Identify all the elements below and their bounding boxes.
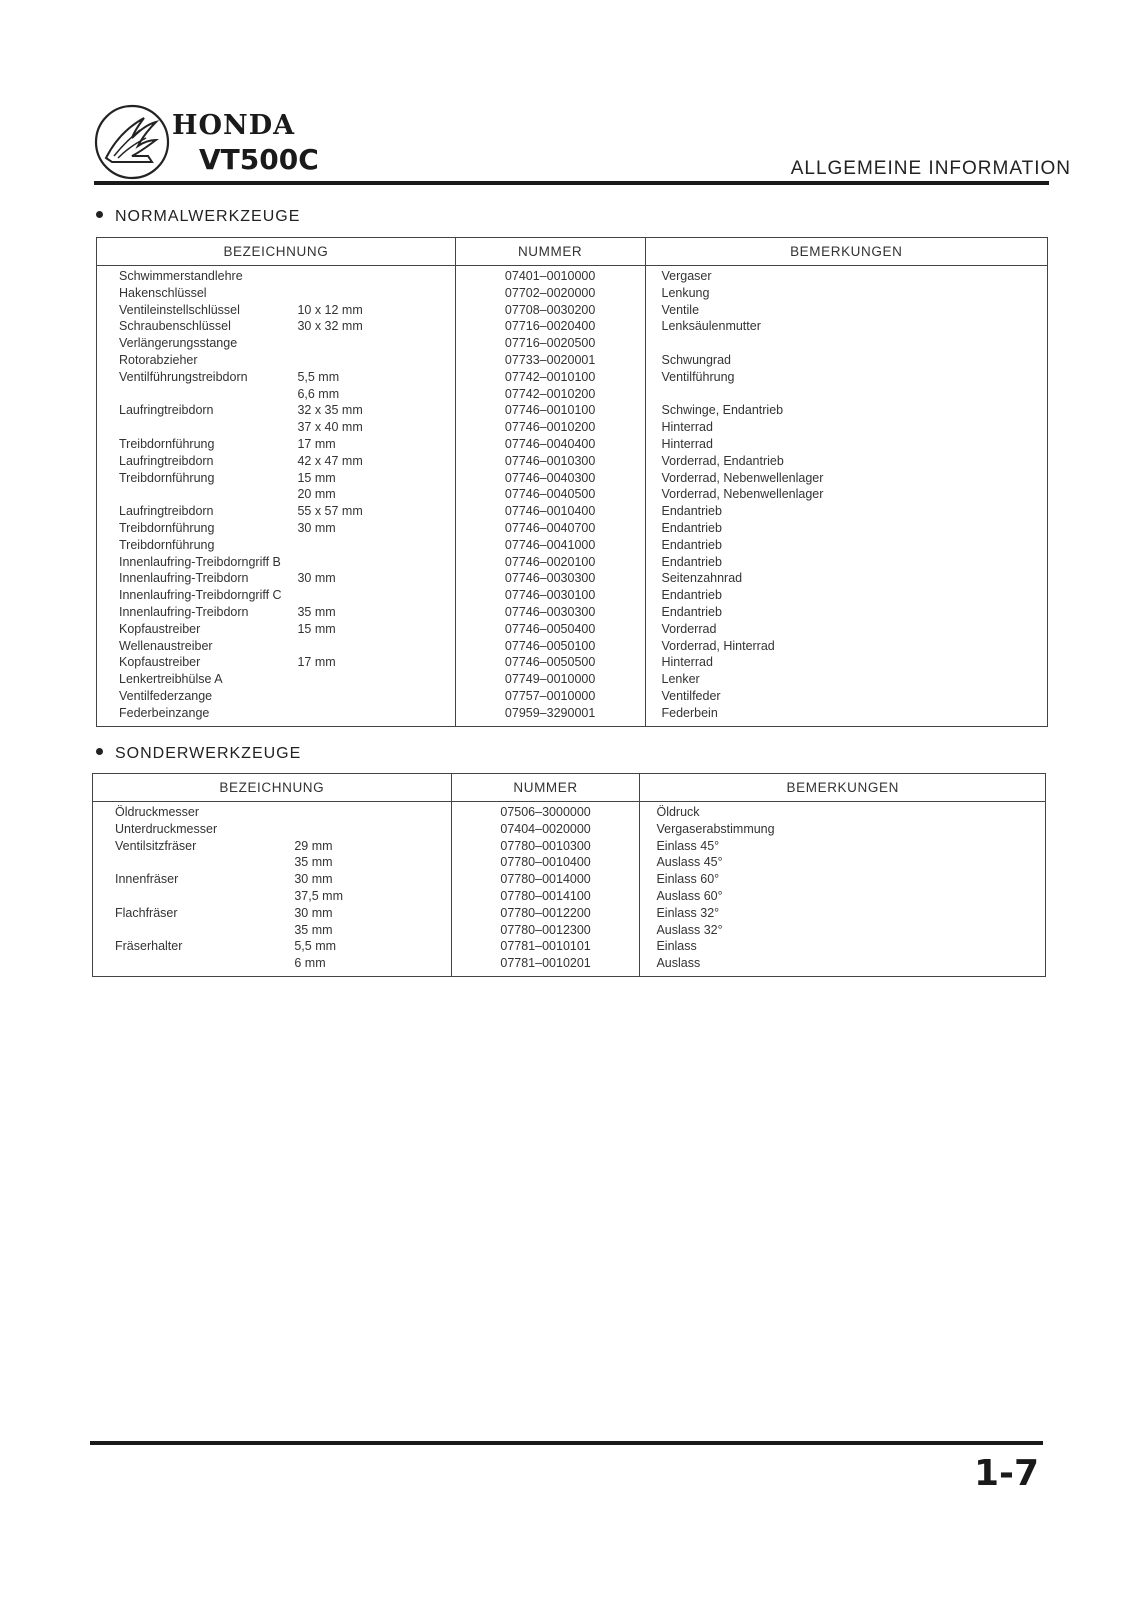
table-row [97, 621, 1048, 638]
tool-name-cell: Treibdornführung [119, 537, 215, 552]
tool-size-cell [297, 537, 455, 554]
remark-cell: Vorderrad, Nebenwellenlager [661, 470, 824, 485]
remark-cell: Vergaserabstimmung [656, 821, 775, 836]
remark-cell: Endantrieb [661, 537, 722, 552]
remark-cell: Lenksäulenmutter [661, 319, 761, 334]
tool-name-cell [93, 854, 295, 871]
normal-tools-heading [96, 208, 300, 226]
special-tools-heading [96, 745, 301, 763]
remark-cell: Vorderrad, Endantrieb [661, 453, 784, 468]
table-row [97, 285, 1048, 302]
remark-cell: Endantrieb [661, 588, 722, 603]
part-number-cell: 07746–0040500 [455, 486, 645, 503]
tool-name-cell: Ventilsitzfräser [115, 838, 197, 853]
table-row [93, 871, 1046, 888]
tool-name-cell: Innenlaufring-Treibdorngriff B [119, 554, 281, 569]
tool-name-cell: Fräserhalter [115, 939, 183, 954]
tool-name-cell: Laufringtreibdorn [119, 403, 214, 418]
table-row [97, 470, 1048, 487]
tool-size-cell [294, 821, 451, 838]
tool-name-cell: Schraubenschlüssel [119, 319, 231, 334]
tool-name-cell: Innenlaufring-Treibdorn [119, 571, 249, 586]
remark-cell: Einlass 45° [656, 838, 720, 853]
tool-size-cell [297, 335, 455, 352]
tool-name-cell: Laufringtreibdorn [119, 504, 214, 519]
remark-cell: Öldruck [656, 805, 700, 819]
tool-size-cell: 15 mm [297, 621, 455, 638]
tool-size-cell: 35 mm [294, 854, 451, 871]
tool-name-cell: Federbeinzange [119, 705, 210, 720]
special-tools-body [93, 802, 1046, 977]
remark-cell: Schwinge, Endantrieb [661, 403, 784, 418]
remark-cell: Endantrieb [661, 554, 722, 569]
tool-size-cell: 30 mm [297, 520, 455, 537]
column-header-bemerkungen: BEMERKUNGEN [640, 774, 1046, 802]
part-number-cell: 07746–0010300 [455, 453, 645, 470]
tool-name-cell: Ventileinstellschlüssel [119, 302, 240, 317]
tool-size-cell [297, 705, 455, 726]
tool-size-cell: 55 x 57 mm [297, 503, 455, 520]
remark-cell: Hinterrad [661, 655, 713, 670]
tool-name-cell [93, 922, 295, 939]
tool-name-cell: Treibdornführung [119, 520, 215, 535]
table-row [97, 554, 1048, 571]
table-row [97, 537, 1048, 554]
honda-wing-logo-icon [92, 102, 172, 182]
table-row [97, 335, 1048, 352]
table-row [97, 638, 1048, 655]
tool-size-cell [297, 671, 455, 688]
tool-size-cell: 20 mm [297, 486, 455, 503]
part-number-cell: 07746–0040300 [455, 470, 645, 487]
table-row [97, 688, 1048, 705]
remark-cell [645, 335, 1048, 352]
part-number-cell: 07746–0041000 [455, 537, 645, 554]
tool-name-cell: Ventilführungstreibdorn [119, 369, 248, 384]
tool-name-cell: Wellenaustreiber [119, 638, 213, 653]
table-row [97, 705, 1048, 726]
column-header-bemerkungen: BEMERKUNGEN [645, 238, 1048, 266]
tool-size-cell: 32 x 35 mm [297, 402, 455, 419]
remark-cell: Endantrieb [661, 604, 722, 619]
table-row [97, 453, 1048, 470]
part-number-cell: 07757–0010000 [455, 688, 645, 705]
table-header-row [93, 774, 1046, 802]
part-number-cell: 07746–0030100 [455, 587, 645, 604]
part-number-cell: 07746–0010100 [455, 402, 645, 419]
part-number-cell: 07780–0010400 [451, 854, 640, 871]
table-row [97, 671, 1048, 688]
tool-name-cell [97, 486, 298, 503]
brand-name: HONDA [172, 110, 296, 141]
table-row [97, 402, 1048, 419]
tool-size-cell: 29 mm [294, 838, 451, 855]
tool-name-cell [93, 955, 295, 976]
tool-name-cell: Rotorabzieher [119, 352, 198, 367]
remark-cell: Hinterrad [661, 420, 713, 435]
tool-name-cell: Treibdornführung [119, 436, 215, 451]
normal-tools-table [96, 237, 1048, 727]
section-title: ALLGEMEINE INFORMATION [790, 158, 1071, 179]
part-number-cell: 07959–3290001 [455, 705, 645, 726]
part-number-cell: 07742–0010100 [455, 369, 645, 386]
tool-size-cell [297, 266, 455, 285]
tool-name-cell: Innenlaufring-Treibdorngriff C [119, 588, 282, 603]
tool-size-cell: 35 mm [294, 922, 451, 939]
remark-cell: Auslass 45° [656, 855, 723, 870]
table-row [97, 486, 1048, 503]
part-number-cell: 07702–0020000 [455, 285, 645, 302]
tool-name-cell: Ventilfederzange [119, 688, 213, 703]
tool-name-cell: Hakenschlüssel [119, 285, 207, 300]
remark-cell: Auslass 60° [656, 888, 723, 903]
part-number-cell: 07401–0010000 [455, 266, 645, 285]
tool-name-cell: Unterdruckmesser [115, 821, 218, 836]
table-row [93, 854, 1046, 871]
table-row [97, 436, 1048, 453]
tool-name-cell: Laufringtreibdorn [119, 453, 214, 468]
remark-cell: Einlass 32° [656, 905, 720, 920]
part-number-cell: 07749–0010000 [455, 671, 645, 688]
tool-size-cell [297, 587, 455, 604]
tool-size-cell: 35 mm [297, 604, 455, 621]
table-row [97, 318, 1048, 335]
remark-cell: Federbein [661, 705, 718, 720]
tool-name-cell [97, 419, 298, 436]
remark-cell: Vorderrad, Nebenwellenlager [661, 487, 824, 502]
part-number-cell: 07780–0010300 [451, 838, 640, 855]
tool-size-cell: 42 x 47 mm [297, 453, 455, 470]
table-row [93, 888, 1046, 905]
remark-cell: Hinterrad [661, 436, 713, 451]
part-number-cell: 07746–0050100 [455, 638, 645, 655]
tool-name-cell [93, 888, 295, 905]
tool-size-cell: 17 mm [297, 654, 455, 671]
table-row [93, 905, 1046, 922]
tool-size-cell: 10 x 12 mm [297, 302, 455, 319]
remark-cell: Endantrieb [661, 520, 722, 535]
tool-size-cell: 37,5 mm [294, 888, 451, 905]
part-number-cell: 07746–0020100 [455, 554, 645, 571]
remark-cell: Seitenzahnrad [661, 571, 743, 586]
normal-tools-body [97, 266, 1048, 727]
remark-cell: Auslass [656, 956, 701, 971]
part-number-cell: 07780–0014100 [451, 888, 640, 905]
tool-size-cell: 37 x 40 mm [297, 419, 455, 436]
column-header-bezeichnung: BEZEICHNUNG [93, 774, 452, 802]
table-row [93, 922, 1046, 939]
column-header-nummer: NUMMER [455, 238, 645, 266]
remark-cell: Vergaser [661, 269, 712, 283]
part-number-cell: 07746–0010400 [455, 503, 645, 520]
tool-name-cell: Innenfräser [115, 872, 179, 887]
table-row [97, 369, 1048, 386]
tool-size-cell [294, 802, 451, 821]
tool-name-cell: Kopfaustreiber [119, 655, 201, 670]
remark-cell: Lenkung [661, 285, 710, 300]
part-number-cell: 07742–0010200 [455, 386, 645, 403]
part-number-cell: 07746–0040400 [455, 436, 645, 453]
part-number-cell: 07746–0050400 [455, 621, 645, 638]
tool-size-cell: 6,6 mm [297, 386, 455, 403]
tool-size-cell [297, 688, 455, 705]
tool-size-cell: 5,5 mm [294, 938, 451, 955]
part-number-cell: 07746–0030300 [455, 570, 645, 587]
tool-name-cell: Treibdornführung [119, 470, 215, 485]
remark-cell: Auslass 32° [656, 922, 723, 937]
part-number-cell: 07746–0040700 [455, 520, 645, 537]
table-row [93, 938, 1046, 955]
table-row [93, 838, 1046, 855]
table-row [97, 520, 1048, 537]
table-row [93, 802, 1046, 821]
remark-cell: Lenker [661, 672, 700, 687]
remark-cell: Endantrieb [661, 504, 722, 519]
part-number-cell: 07746–0030300 [455, 604, 645, 621]
header-rule [94, 181, 1049, 185]
part-number-cell: 07404–0020000 [451, 821, 640, 838]
normal-tools-heading-text: NORMALWERKZEUGE [115, 208, 301, 225]
tool-name-cell: Öldruckmesser [115, 805, 200, 819]
table-row [97, 587, 1048, 604]
tool-name-cell: Verlängerungsstange [119, 336, 238, 351]
part-number-cell: 07733–0020001 [455, 352, 645, 369]
remark-cell: Einlass 60° [656, 872, 720, 887]
part-number-cell: 07780–0012200 [451, 905, 640, 922]
remark-cell [645, 386, 1048, 403]
tool-size-cell: 15 mm [297, 470, 455, 487]
part-number-cell: 07746–0010200 [455, 419, 645, 436]
table-row [97, 352, 1048, 369]
tool-name-cell: Innenlaufring-Treibdorn [119, 604, 249, 619]
tool-size-cell: 30 mm [297, 570, 455, 587]
column-header-bezeichnung: BEZEICHNUNG [97, 238, 456, 266]
special-tools-heading-text: SONDERWERKZEUGE [115, 745, 302, 762]
tool-name-cell: Schwimmerstandlehre [119, 269, 243, 283]
table-row [97, 302, 1048, 319]
bullet-icon [96, 211, 103, 218]
tool-size-cell [297, 554, 455, 571]
part-number-cell: 07781–0010101 [451, 938, 640, 955]
tool-size-cell [297, 352, 455, 369]
tool-name-cell: Kopfaustreiber [119, 621, 201, 636]
remark-cell: Ventile [661, 302, 700, 317]
tool-size-cell: 30 x 32 mm [297, 318, 455, 335]
tool-name-cell: Flachfräser [115, 905, 178, 920]
page-number: 1-7 [973, 1453, 1039, 1494]
model-name: VT500C [199, 143, 319, 176]
remark-cell: Ventilfeder [661, 688, 721, 703]
part-number-cell: 07716–0020400 [455, 318, 645, 335]
part-number-cell: 07506–3000000 [451, 802, 640, 821]
tool-name-cell: Lenkertreibhülse A [119, 672, 223, 687]
part-number-cell: 07780–0014000 [451, 871, 640, 888]
table-row [97, 503, 1048, 520]
remark-cell: Einlass [656, 939, 697, 954]
tool-size-cell: 5,5 mm [297, 369, 455, 386]
remark-cell: Ventilführung [661, 369, 735, 384]
part-number-cell: 07716–0020500 [455, 335, 645, 352]
table-row [97, 654, 1048, 671]
table-row [97, 604, 1048, 621]
remark-cell: Schwungrad [661, 352, 731, 367]
footer-rule [90, 1441, 1043, 1445]
tool-size-cell: 17 mm [297, 436, 455, 453]
part-number-cell: 07708–0030200 [455, 302, 645, 319]
part-number-cell: 07780–0012300 [451, 922, 640, 939]
table-row [93, 955, 1046, 976]
tool-size-cell [297, 638, 455, 655]
remark-cell: Vorderrad, Hinterrad [661, 638, 775, 653]
table-row [97, 419, 1048, 436]
column-header-nummer: NUMMER [451, 774, 640, 802]
tool-size-cell: 30 mm [294, 871, 451, 888]
table-row [97, 266, 1048, 285]
tool-name-cell [97, 386, 298, 403]
table-header-row [97, 238, 1048, 266]
tool-size-cell: 30 mm [294, 905, 451, 922]
special-tools-table [92, 773, 1046, 977]
tool-size-cell [297, 285, 455, 302]
part-number-cell: 07746–0050500 [455, 654, 645, 671]
part-number-cell: 07781–0010201 [451, 955, 640, 976]
table-row [97, 570, 1048, 587]
bullet-icon [96, 748, 103, 755]
tool-size-cell: 6 mm [294, 955, 451, 976]
remark-cell: Vorderrad [661, 621, 717, 636]
table-row [93, 821, 1046, 838]
table-row [97, 386, 1048, 403]
